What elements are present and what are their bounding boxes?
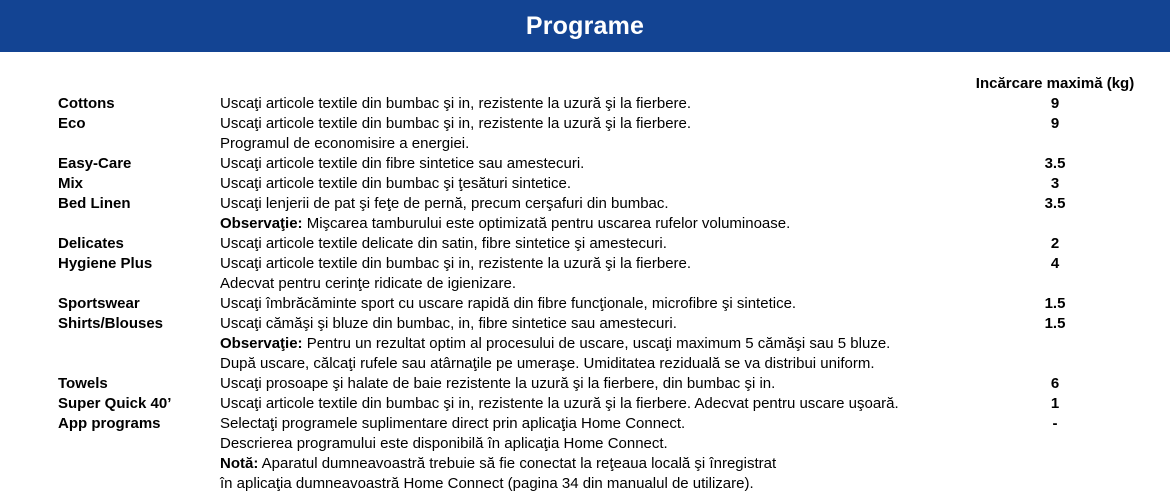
program-description bbox=[220, 294, 960, 314]
max-load-value: 3.5 bbox=[1044, 195, 1066, 212]
page-title: Programe bbox=[525, 11, 645, 40]
program-description bbox=[220, 414, 960, 494]
max-load-value: 9 bbox=[1050, 115, 1060, 132]
description-line: Uscaţi prosoape şi halate de baie rezistente la uzură şi la fierbere, din bumbac şi in. bbox=[220, 375, 776, 392]
program-name: Easy-Care bbox=[58, 155, 132, 172]
description-bold-prefix: Observaţie: bbox=[220, 335, 303, 352]
description-line: Observaţie: Pentru un rezultat optim al procesului de uscare, uscaţi maximum 5 cămăşi sau 5 bluze. bbox=[220, 335, 891, 352]
max-load-value: 3 bbox=[1050, 175, 1060, 192]
program-description bbox=[220, 154, 960, 174]
program-description bbox=[220, 174, 960, 194]
max-load-value: 6 bbox=[1050, 375, 1060, 392]
table-row bbox=[0, 294, 1170, 314]
load-column-header: Incărcare maximă (kg) bbox=[975, 75, 1135, 92]
program-name: Shirts/Blouses bbox=[58, 315, 164, 332]
description-line: Notă: Aparatul dumneavoastră trebuie să fie conectat la reţeaua locală şi înregistrat bbox=[220, 455, 777, 472]
description-line: în aplicaţia dumneavoastră Home Connect (pagina 34 din manualul de utilizare). bbox=[220, 475, 754, 492]
program-name: Sportswear bbox=[58, 295, 140, 312]
max-load-value: 1 bbox=[1050, 395, 1060, 412]
program-name: Bed Linen bbox=[58, 195, 131, 212]
program-description bbox=[220, 374, 960, 394]
program-description bbox=[220, 94, 960, 114]
description-line: Descrierea programului este disponibilă în aplicaţia Home Connect. bbox=[220, 435, 668, 452]
description-bold-prefix: Notă: bbox=[220, 455, 259, 472]
description-line: Uscaţi articole textile din bumbac şi in, rezistente la uzură şi la fierbere. bbox=[220, 115, 692, 132]
description-line: Uscaţi articole textile din bumbac şi in, rezistente la uzură şi la fierbere. Adecvat pentru uscare uşoară. bbox=[220, 395, 899, 412]
table-row bbox=[0, 374, 1170, 394]
program-description bbox=[220, 314, 960, 374]
description-line: Adecvat pentru cerinţe ridicate de igienizare. bbox=[220, 275, 517, 292]
max-load-value: 3.5 bbox=[1044, 155, 1066, 172]
programs-table-body bbox=[0, 94, 1170, 494]
program-name: Hygiene Plus bbox=[58, 255, 153, 272]
program-description bbox=[220, 194, 960, 234]
table-row bbox=[0, 174, 1170, 194]
description-line: Uscaţi cămăşi şi bluze din bumbac, in, fibre sintetice sau amestecuri. bbox=[220, 315, 677, 332]
program-name: Cottons bbox=[58, 95, 115, 112]
table-row bbox=[0, 194, 1170, 234]
program-description bbox=[220, 254, 960, 294]
program-name: App programs bbox=[58, 415, 161, 432]
max-load-value: 1.5 bbox=[1044, 295, 1066, 312]
title-bar bbox=[0, 0, 1170, 52]
program-name: Towels bbox=[58, 375, 108, 392]
table-row bbox=[0, 414, 1170, 494]
max-load-value: 2 bbox=[1050, 235, 1060, 252]
program-description bbox=[220, 234, 960, 254]
description-line: Programul de economisire a energiei. bbox=[220, 135, 470, 152]
table-row bbox=[0, 154, 1170, 174]
description-line: Uscaţi articole textile delicate din satin, fibre sintetice şi amestecuri. bbox=[220, 235, 667, 252]
table-row bbox=[0, 314, 1170, 374]
description-line: Uscaţi lenjerii de pat şi feţe de pernă, precum cerşafuri din bumbac. bbox=[220, 195, 669, 212]
table-header-row bbox=[0, 74, 1170, 94]
max-load-value: 1.5 bbox=[1044, 315, 1066, 332]
table-row bbox=[0, 94, 1170, 114]
description-bold-prefix: Observaţie: bbox=[220, 215, 303, 232]
program-name: Eco bbox=[58, 115, 86, 132]
table-row bbox=[0, 394, 1170, 414]
table-row bbox=[0, 114, 1170, 154]
max-load-value: - bbox=[1052, 415, 1058, 432]
description-line: Uscaţi îmbrăcăminte sport cu uscare rapidă din fibre funcţionale, microfibre şi sintetice. bbox=[220, 295, 797, 312]
description-line: Uscaţi articole textile din bumbac şi ţesături sintetice. bbox=[220, 175, 571, 192]
max-load-value: 4 bbox=[1050, 255, 1060, 272]
description-line: Selectaţi programele suplimentare direct prin aplicaţia Home Connect. bbox=[220, 415, 686, 432]
description-line: Uscaţi articole textile din bumbac şi in, rezistente la uzură şi la fierbere. bbox=[220, 95, 692, 112]
max-load-value: 9 bbox=[1050, 95, 1060, 112]
description-line: Observaţie: Mişcarea tamburului este optimizată pentru uscarea rufelor voluminoase. bbox=[220, 215, 791, 232]
program-name: Delicates bbox=[58, 235, 124, 252]
table-row bbox=[0, 234, 1170, 254]
programs-table bbox=[0, 74, 1170, 494]
description-line: Uscaţi articole textile din fibre sintetice sau amestecuri. bbox=[220, 155, 585, 172]
program-description bbox=[220, 114, 960, 154]
program-name: Mix bbox=[58, 175, 84, 192]
description-line: După uscare, călcaţi rufele sau atârnaţile pe umeraşe. Umiditatea reziduală se va distribui uniform. bbox=[220, 355, 875, 372]
table-row bbox=[0, 254, 1170, 294]
description-line: Uscaţi articole textile din bumbac şi in, rezistente la uzură şi la fierbere. bbox=[220, 255, 692, 272]
program-name: Super Quick 40’ bbox=[58, 395, 172, 412]
program-description bbox=[220, 394, 960, 414]
